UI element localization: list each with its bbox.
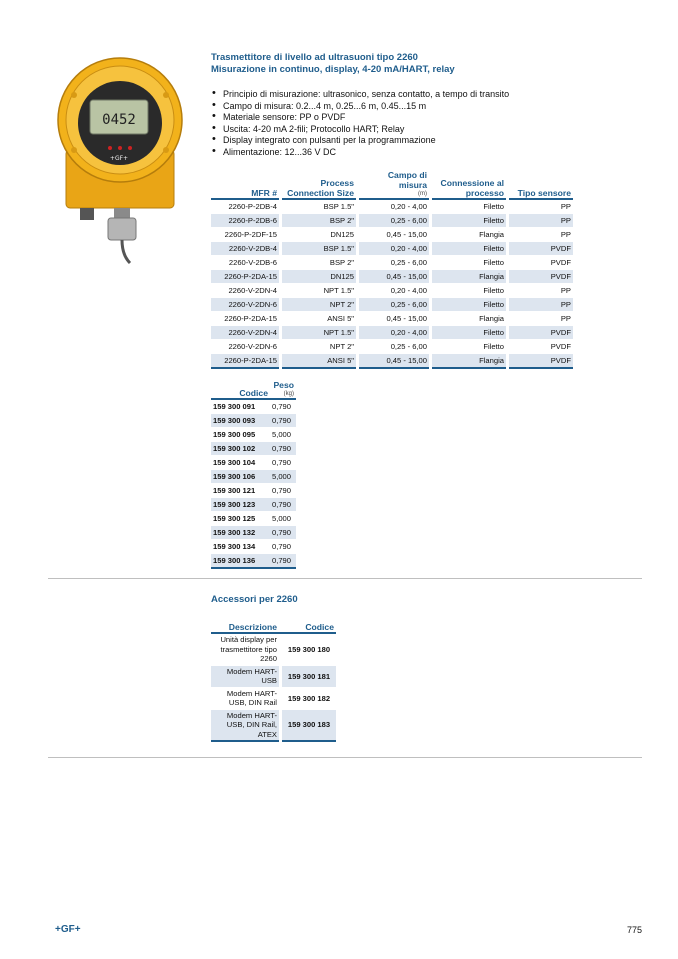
- weight-unit: (kg): [283, 391, 294, 397]
- table-cell: 2260-P-2DA-15: [211, 270, 279, 284]
- table-cell: 0,790: [270, 399, 296, 414]
- table-row: [211, 326, 573, 340]
- table-cell: PVDF: [509, 256, 573, 270]
- table-cell: 0,790: [270, 554, 296, 569]
- col-header-mfr: MFR #: [211, 170, 279, 199]
- section-divider: [48, 757, 642, 758]
- table-cell: PVDF: [509, 326, 573, 340]
- code-table-body: [211, 399, 296, 568]
- table-cell: 0,45 - 15,00: [359, 312, 429, 326]
- table-cell: NPT 1.5": [282, 326, 356, 340]
- accessories-title: Accessori per 2260: [211, 594, 298, 605]
- table-cell: Flangia: [432, 228, 506, 242]
- feature-list: [211, 89, 509, 158]
- table-cell: 159 300 095: [211, 428, 270, 442]
- table-row: [211, 199, 573, 214]
- table-cell: 159 300 181: [282, 665, 336, 687]
- level-transmitter-image: [52, 55, 192, 265]
- code-weight-table: [211, 380, 296, 569]
- table-row: [211, 633, 336, 665]
- table-cell: PP: [509, 298, 573, 312]
- range-label: Campo di misura: [387, 170, 427, 190]
- table-row: [211, 428, 296, 442]
- table-row: [211, 399, 296, 414]
- product-title-line1: Trasmettitore di livello ad ultrasuoni tipo 2260: [211, 52, 418, 63]
- feature-item: • Uscita: 4-20 mA 2-fili; Protocollo HART; Relay: [211, 124, 509, 136]
- table-row: [211, 214, 573, 228]
- mfr-table-body: [211, 199, 573, 368]
- table-cell: 0,25 - 6,00: [359, 340, 429, 354]
- feature-item: • Display integrato con pulsanti per la programmazione: [211, 135, 509, 147]
- table-cell: Modem HART-USB, DIN Rail: [211, 687, 279, 709]
- col-header-connection: Connessione al processo: [432, 170, 506, 199]
- table-row: [211, 354, 573, 369]
- table-cell: PVDF: [509, 354, 573, 369]
- table-cell: 2260-V-2DB-6: [211, 256, 279, 270]
- table-cell: 2260-P-2DB-6: [211, 214, 279, 228]
- table-cell: NPT 2": [282, 298, 356, 312]
- table-cell: Unità display per trasmettitore tipo 2260: [211, 633, 279, 665]
- page-number: 775: [626, 925, 642, 935]
- table-row: [211, 665, 336, 687]
- table-row: [211, 442, 296, 456]
- table-row: [211, 270, 573, 284]
- table-cell: 0,45 - 15,00: [359, 354, 429, 369]
- table-row: [211, 470, 296, 484]
- table-row: [211, 554, 296, 569]
- table-cell: 159 300 091: [211, 399, 270, 414]
- table-cell: NPT 2": [282, 340, 356, 354]
- table-cell: PP: [509, 284, 573, 298]
- table-row: [211, 284, 573, 298]
- table-cell: 0,790: [270, 456, 296, 470]
- table-row: [211, 498, 296, 512]
- table-row: [211, 312, 573, 326]
- range-unit: (m): [418, 191, 427, 197]
- col-header-process-connection: Process Connection Size: [282, 170, 356, 199]
- table-cell: Filetto: [432, 340, 506, 354]
- table-cell: 0,790: [270, 498, 296, 512]
- table-cell: 0,25 - 6,00: [359, 256, 429, 270]
- table-cell: 2260-P-2DA-15: [211, 354, 279, 369]
- table-row: [211, 526, 296, 540]
- col-header-acc-code: Codice: [282, 622, 336, 633]
- table-cell: 159 300 102: [211, 442, 270, 456]
- table-cell: 2260-V-2DN-6: [211, 298, 279, 312]
- table-cell: 0,790: [270, 414, 296, 428]
- table-cell: PP: [509, 228, 573, 242]
- table-cell: 5,000: [270, 470, 296, 484]
- table-cell: 0,45 - 15,00: [359, 270, 429, 284]
- table-cell: PVDF: [509, 270, 573, 284]
- table-cell: 0,25 - 6,00: [359, 298, 429, 312]
- table-cell: 0,20 - 4,00: [359, 199, 429, 214]
- table-cell: 2260-V-2DB-4: [211, 242, 279, 256]
- table-cell: BSP 2": [282, 256, 356, 270]
- table-cell: Flangia: [432, 354, 506, 369]
- table-row: [211, 456, 296, 470]
- mfr-table: [211, 170, 573, 369]
- col-header-weight: [270, 380, 296, 399]
- table-cell: 159 300 123: [211, 498, 270, 512]
- table-cell: DN125: [282, 270, 356, 284]
- table-cell: 5,000: [270, 512, 296, 526]
- table-cell: Filetto: [432, 256, 506, 270]
- table-cell: Flangia: [432, 312, 506, 326]
- table-row: [211, 709, 336, 741]
- section-divider: [48, 578, 642, 579]
- col-header-sensor: Tipo sensore: [509, 170, 573, 199]
- accessories-table: [211, 622, 336, 742]
- table-cell: 0,25 - 6,00: [359, 214, 429, 228]
- weight-label: Peso: [273, 380, 294, 390]
- table-cell: Filetto: [432, 326, 506, 340]
- table-cell: 2260-V-2DN-4: [211, 326, 279, 340]
- table-cell: 0,20 - 4,00: [359, 242, 429, 256]
- table-cell: 0,790: [270, 484, 296, 498]
- table-cell: 0,20 - 4,00: [359, 284, 429, 298]
- table-cell: 0,790: [270, 526, 296, 540]
- product-title-line2: Misurazione in continuo, display, 4-20 mA/HART, relay: [211, 64, 455, 75]
- table-cell: 0,790: [270, 442, 296, 456]
- table-cell: PVDF: [509, 242, 573, 256]
- table-cell: 2260-V-2DN-4: [211, 284, 279, 298]
- table-cell: 0,20 - 4,00: [359, 326, 429, 340]
- table-cell: Flangia: [432, 270, 506, 284]
- table-cell: PP: [509, 214, 573, 228]
- table-cell: Filetto: [432, 214, 506, 228]
- table-cell: BSP 1.5": [282, 199, 356, 214]
- table-cell: 2260-P-2DF-15: [211, 228, 279, 242]
- table-row: [211, 540, 296, 554]
- table-cell: Filetto: [432, 284, 506, 298]
- table-cell: ANSI 5": [282, 312, 356, 326]
- col-header-code: Codice: [211, 380, 270, 399]
- table-cell: 159 300 183: [282, 709, 336, 741]
- table-cell: ANSI 5": [282, 354, 356, 369]
- table-cell: 159 300 136: [211, 554, 270, 569]
- gf-logo: +GF+: [55, 924, 81, 935]
- table-cell: 2260-P-2DB-4: [211, 199, 279, 214]
- table-row: [211, 298, 573, 312]
- table-cell: 159 300 182: [282, 687, 336, 709]
- feature-item: • Principio di misurazione: ultrasonico, senza contatto, a tempo di transito: [211, 89, 509, 101]
- table-cell: Modem HART-USB, DIN Rail, ATEX: [211, 709, 279, 741]
- table-cell: 159 300 132: [211, 526, 270, 540]
- table-cell: Filetto: [432, 199, 506, 214]
- table-row: [211, 228, 573, 242]
- table-cell: 159 300 106: [211, 470, 270, 484]
- table-row: [211, 512, 296, 526]
- accessories-table-body: [211, 633, 336, 741]
- table-row: [211, 687, 336, 709]
- device-brand: +GF+: [109, 155, 129, 162]
- table-row: [211, 484, 296, 498]
- table-cell: Modem HART-USB: [211, 665, 279, 687]
- table-cell: BSP 2": [282, 214, 356, 228]
- table-cell: 159 300 180: [282, 633, 336, 665]
- table-cell: 2260-P-2DA-15: [211, 312, 279, 326]
- table-cell: 159 300 121: [211, 484, 270, 498]
- product-title: [211, 52, 455, 76]
- feature-item: • Campo di misura: 0.2...4 m, 0.25...6 m, 0.45...15 m: [211, 101, 509, 113]
- table-cell: 159 300 093: [211, 414, 270, 428]
- table-cell: PP: [509, 312, 573, 326]
- col-header-description: Descrizione: [211, 622, 279, 633]
- table-cell: Filetto: [432, 298, 506, 312]
- table-cell: 159 300 134: [211, 540, 270, 554]
- table-cell: 0,45 - 15,00: [359, 228, 429, 242]
- table-cell: 2260-V-2DN-6: [211, 340, 279, 354]
- table-row: [211, 242, 573, 256]
- table-cell: PP: [509, 199, 573, 214]
- table-cell: 159 300 104: [211, 456, 270, 470]
- table-cell: Filetto: [432, 242, 506, 256]
- table-cell: DN125: [282, 228, 356, 242]
- feature-item: • Alimentazione: 12...36 V DC: [211, 147, 509, 159]
- table-cell: BSP 1.5": [282, 242, 356, 256]
- table-cell: NPT 1.5": [282, 284, 356, 298]
- feature-item: • Materiale sensore: PP o PVDF: [211, 112, 509, 124]
- display-reading: 0452: [102, 112, 136, 128]
- col-header-range: [359, 170, 429, 199]
- table-cell: 0,790: [270, 540, 296, 554]
- table-row: [211, 340, 573, 354]
- table-cell: 159 300 125: [211, 512, 270, 526]
- table-row: [211, 414, 296, 428]
- table-cell: PVDF: [509, 340, 573, 354]
- table-cell: 5,000: [270, 428, 296, 442]
- table-row: [211, 256, 573, 270]
